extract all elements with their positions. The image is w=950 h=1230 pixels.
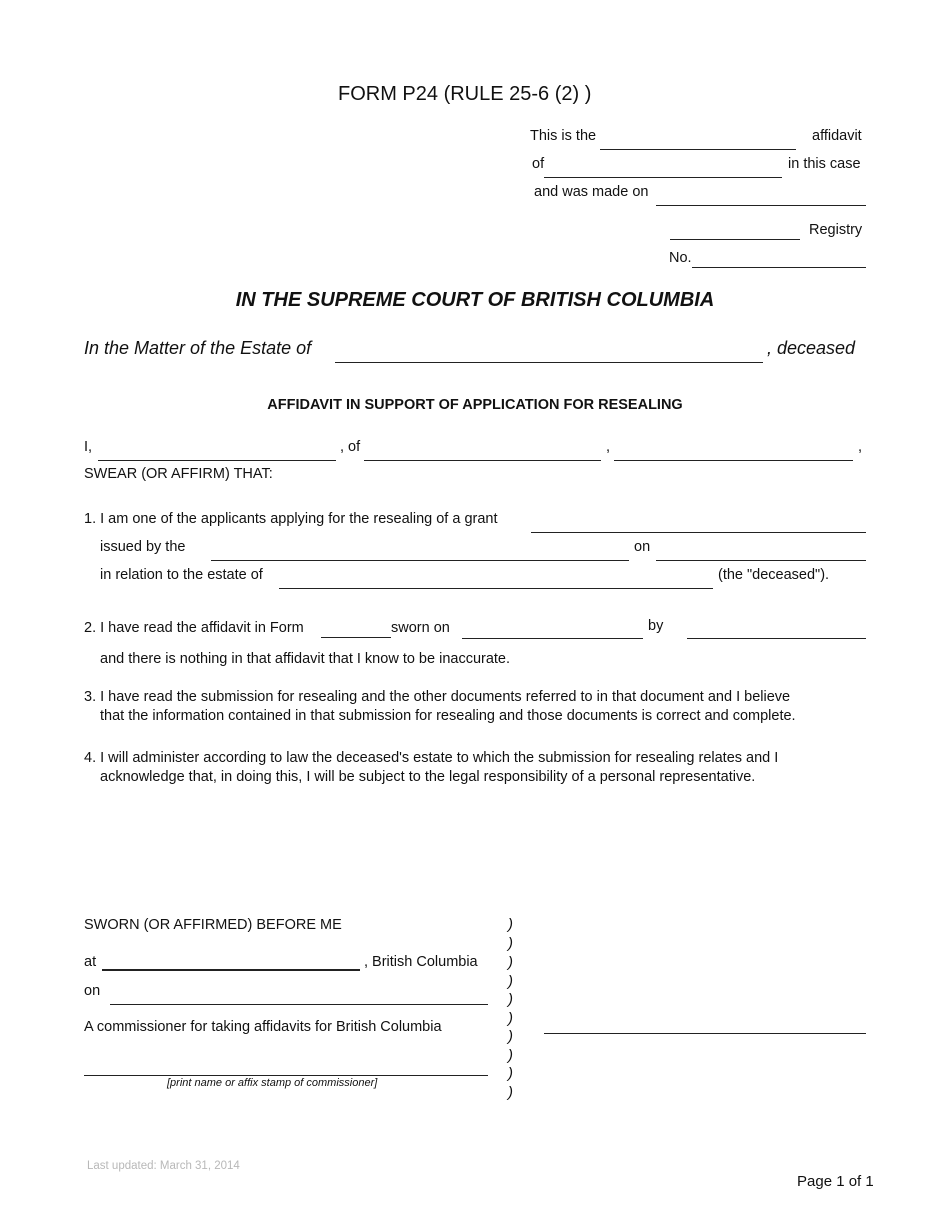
on-label: on <box>634 539 651 555</box>
comma-1: , <box>606 439 611 455</box>
sworn-on-label: sworn on <box>391 620 450 636</box>
the-deceased-label: (the "deceased"). <box>718 567 830 583</box>
deponent-name-field[interactable] <box>544 177 782 178</box>
occupation-field[interactable] <box>614 460 853 461</box>
estate-of-field[interactable] <box>279 588 713 589</box>
estate-name-field[interactable] <box>335 362 763 363</box>
affidavit-number-field[interactable] <box>600 149 796 150</box>
para2-line2: and there is nothing in that affidavit that I know to be inaccurate. <box>100 651 511 667</box>
para3-line1: 3. I have read the submission for resealing and the other documents referred to in that document and I believe <box>84 689 791 705</box>
made-on-date-field[interactable] <box>656 205 866 206</box>
page-number: Page 1 of 1 <box>797 1173 874 1190</box>
this-is-the-label: This is the <box>530 128 597 144</box>
jurat-paren: ) <box>508 973 513 990</box>
para3-line2: that the information contained in that submission for resealing and those documents is correct and complete. <box>100 708 796 724</box>
registry-label: Registry <box>809 222 863 238</box>
form-title: FORM P24 (RULE 25-6 (2) ) <box>338 83 592 105</box>
jurat-paren: ) <box>508 991 513 1008</box>
of-label: of <box>532 156 545 172</box>
i-label: I, <box>84 439 93 455</box>
sworn-by-field[interactable] <box>687 638 866 639</box>
of-address-label: , of <box>340 439 361 455</box>
jurat-paren: ) <box>508 1010 513 1027</box>
jurat-paren: ) <box>508 1047 513 1064</box>
commissioner-label: A commissioner for taking affidavits for British Columbia <box>84 1019 442 1035</box>
issuing-court-field[interactable] <box>211 560 629 561</box>
print-name-note: [print name or affix stamp of commissioner] <box>167 1077 378 1089</box>
jurat-paren: ) <box>508 935 513 952</box>
para1-line1: 1. I am one of the applicants applying for the resealing of a grant <box>84 511 498 527</box>
issued-by-label: issued by the <box>100 539 186 555</box>
jurat-paren: ) <box>508 1084 513 1101</box>
by-label: by <box>648 618 664 634</box>
at-label: at <box>84 954 97 970</box>
british-columbia-label: , British Columbia <box>364 954 478 970</box>
no-label: No. <box>669 250 692 266</box>
in-relation-label: in relation to the estate of <box>100 567 263 583</box>
matter-prefix: In the Matter of the Estate of <box>84 338 312 358</box>
deponent-signature-field[interactable] <box>544 1033 866 1034</box>
para4-line2: acknowledge that, in doing this, I will be subject to the legal responsibility of a personal representative. <box>100 769 756 785</box>
sworn-date-jurat-field[interactable] <box>110 1004 488 1005</box>
jurat-paren: ) <box>508 1065 513 1082</box>
sworn-before-label: SWORN (OR AFFIRMED) BEFORE ME <box>84 917 342 933</box>
sworn-date-field[interactable] <box>462 638 643 639</box>
on-date-label: on <box>84 983 101 999</box>
comma-2: , <box>858 439 863 455</box>
registry-field[interactable] <box>670 239 800 240</box>
file-number-field[interactable] <box>692 267 866 268</box>
swear-label: SWEAR (OR AFFIRM) THAT: <box>84 466 273 482</box>
affidavit-heading: AFFIDAVIT IN SUPPORT OF APPLICATION FOR RESEALING <box>267 397 683 413</box>
jurat-paren: ) <box>508 1028 513 1045</box>
grant-date-field[interactable] <box>656 560 866 561</box>
jurat-paren: ) <box>508 916 513 933</box>
para4-line1: 4. I will administer according to law the deceased's estate to which the submission for resealing relates and I <box>84 750 779 766</box>
matter-suffix: , deceased <box>767 338 856 358</box>
form-number-field[interactable] <box>321 637 391 638</box>
commissioner-name-field[interactable] <box>84 1075 488 1076</box>
in-this-case-label: in this case <box>788 156 861 172</box>
made-on-label: and was made on <box>534 184 649 200</box>
jurat-paren: ) <box>508 954 513 971</box>
court-title: IN THE SUPREME COURT OF BRITISH COLUMBIA <box>235 289 715 311</box>
address-field[interactable] <box>364 460 601 461</box>
last-updated: Last updated: March 31, 2014 <box>87 1160 240 1172</box>
affidavit-label: affidavit <box>812 128 862 144</box>
para2-line1: 2. I have read the affidavit in Form <box>84 620 304 636</box>
grant-type-field[interactable] <box>531 532 866 533</box>
deponent-full-name-field[interactable] <box>98 460 336 461</box>
sworn-location-field[interactable] <box>102 969 360 971</box>
